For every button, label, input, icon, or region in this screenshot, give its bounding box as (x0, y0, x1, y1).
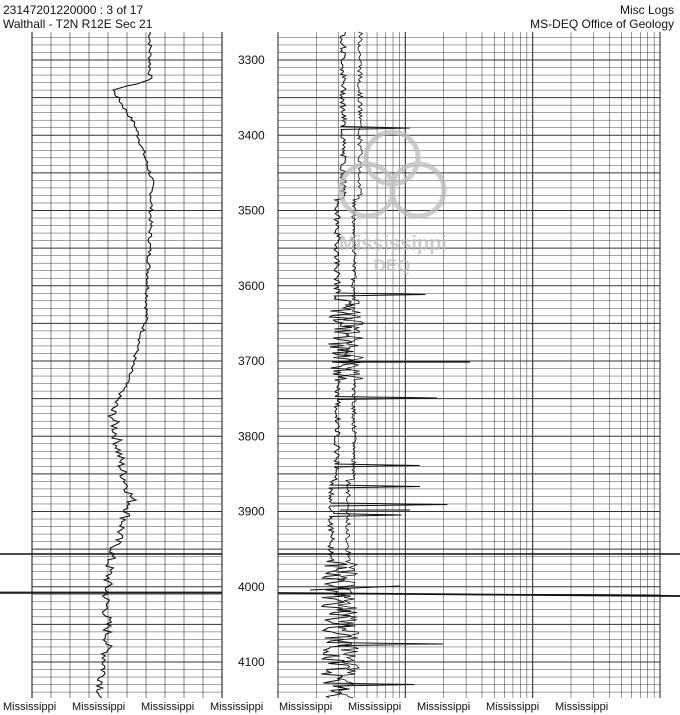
footer-item: Mississippi (141, 701, 195, 713)
depth-scale (238, 53, 265, 669)
footer-item: Mississippi (555, 701, 609, 713)
watermark-seal-circle (392, 164, 444, 216)
log-curve (336, 32, 364, 698)
log-curves (97, 32, 470, 698)
footer-item: Mississippi (417, 701, 471, 713)
log-curve (97, 32, 154, 698)
watermark-line2: DEQ (373, 256, 411, 275)
right-track-grid (0, 32, 680, 698)
log-type-label: Misc Logs (619, 3, 674, 17)
location-label: Walthall - T2N R12E Sec 21 (3, 17, 153, 31)
footer-item: Mississippi (486, 701, 540, 713)
depth-label: 3600 (238, 278, 265, 293)
well-id-label: 23147201220000 : 3 of 17 (3, 3, 144, 17)
depth-label: 3700 (238, 354, 265, 368)
depth-label: 4000 (238, 579, 265, 594)
depth-label: 3900 (238, 504, 265, 519)
office-label: MS-DEQ Office of Geology (530, 17, 674, 31)
left-track-grid (0, 32, 222, 698)
footer-item: Mississippi (72, 701, 126, 713)
watermark-line1: Mississippi (339, 233, 447, 255)
depth-label: 3300 (238, 53, 265, 67)
depth-label: 3800 (238, 429, 265, 444)
footer-item: Mississippi (348, 701, 402, 713)
footer-watermark-row (0, 700, 680, 715)
footer-item: Mississippi (210, 701, 264, 713)
depth-label: 3400 (238, 128, 265, 143)
footer-item: Mississippi (279, 701, 333, 713)
depth-label: 4100 (238, 655, 265, 669)
depth-label: 3500 (238, 203, 265, 218)
footer-item: Mississippi (3, 701, 57, 713)
